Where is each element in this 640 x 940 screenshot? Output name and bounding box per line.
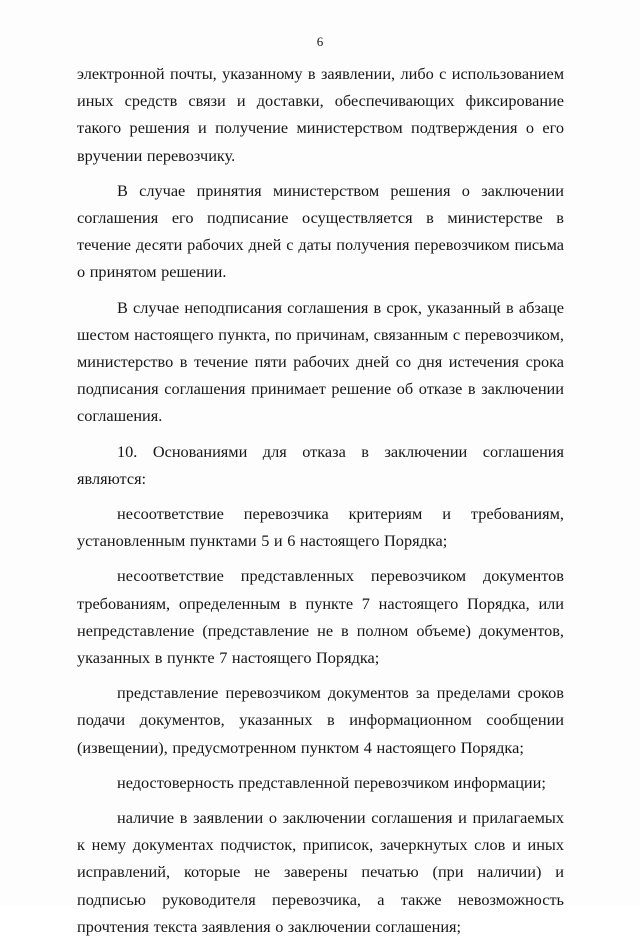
paragraph-refusal-grounds-heading: 10. Основаниями для отказа в заключении соглашения являются:	[77, 441, 564, 488]
paragraph-ground-inaccuracy: недостоверность представленной перевозчиком информации;	[117, 772, 546, 792]
paragraph-ground-noncompliance: несоответствие перевозчика критериям и требованиям, установленным пунктами 5 и 6 настоящего Порядка;	[77, 504, 564, 551]
paragraph-ground-deadline: представление перевозчиком документов за пределами сроков подачи документов, указанных в информационном сообщении (извещении), предусмотренном пунктом 4 настоящего Порядка;	[77, 683, 564, 757]
page-number: 6	[316, 34, 324, 49]
document-body	[77, 60, 564, 940]
paragraph-ground-corrections: наличие в заявлении о заключении соглашения и прилагаемых к нему документах подчисток, приписок, зачеркнутых слов и иных исправлений, которые не заверены печатью (при наличии) и подписью руководителя перевозчика, а также невозможность прочтения текста заявления о заключении соглашения;	[77, 808, 564, 936]
paragraph-ground-documents: несоответствие представленных перевозчиком документов требованиям, определенным в пункте 7 настоящего Порядка, или непредставление (представление не в полном объеме) документов, указанных в пункте 7 настоящего Порядка;	[77, 566, 564, 668]
paragraph-non-signing: В случае неподписания соглашения в срок, указанный в абзаце шестом настоящего пункта, по причинам, связанным с перевозчиком, министерство в течение пяти рабочих дней со дня истечения срока подписания соглашения принимает решение об отказе в заключении соглашения.	[77, 297, 564, 426]
paragraph-agreement-signing: В случае принятия министерством решения о заключении соглашения его подписание осуществляется в министерстве в течение десяти рабочих дней с даты получения перевозчиком письма о принятом решении.	[77, 180, 564, 282]
paragraph-delivery-method: электронной почты, указанному в заявлении, либо с использованием иных средств связи и доставки, обеспечивающих фиксирование такого решения и получение министерством подтверждения о его вручении перевозчику.	[77, 64, 564, 165]
